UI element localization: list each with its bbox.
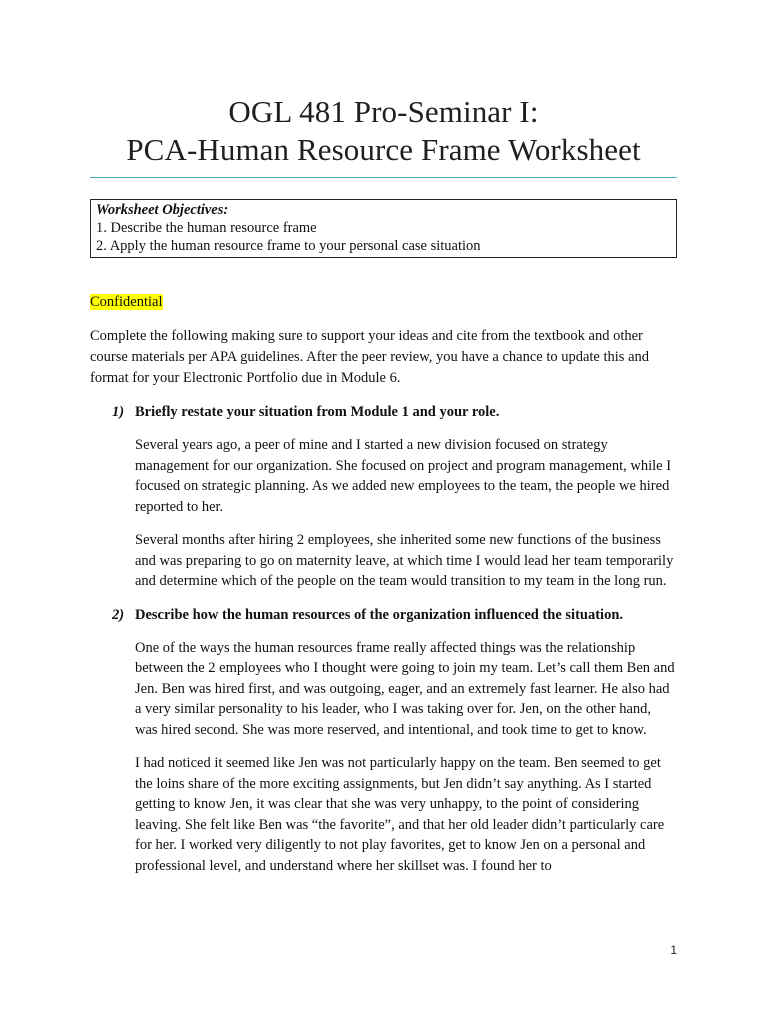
question-item (90, 605, 677, 877)
question-number: 2) (112, 606, 125, 623)
question-prompt: Describe how the human resources of the organization influenced the situation. (135, 606, 624, 623)
title-block (90, 0, 677, 178)
page-number: 1 (670, 943, 677, 957)
objective-item: 1. Describe the human resource frame (96, 220, 317, 236)
title-line-1: OGL 481 Pro-Seminar I: (228, 94, 539, 129)
question-prompt: Briefly restate your situation from Module 1 and your role. (135, 404, 500, 420)
question-number: 1) (112, 404, 125, 420)
instructions-paragraph: Complete the following making sure to support your ideas and cite from the textbook and other course materials per APA guidelines. After the peer review, you have a chance to update this and format for your Electronic Portfolio due in Module 6. (90, 328, 650, 386)
answer-paragraph: One of the ways the human resources frame really affected things was the relationship between the 2 employees who I thought were going to join my team. Let’s call them Ben and Jen. Ben was hired first, and was outgoing, eager, and an extremely fast learner. He also had a very similar personality to his leader, who I was taking over for. Jen, on the other hand, was hired second. She was more reserved, and intentional, and took time to get to know. (135, 639, 675, 738)
objectives-heading: Worksheet Objectives: (96, 202, 229, 218)
answer-paragraph: I had noticed it seemed like Jen was not particularly happy on the team. Ben seemed to get the loins share of the more exciting assignments, but Jen didn’t say anything. As I started getting to know Jen, it was clear that she was very unhappy, to the point of considering leaving. She felt like Ben was “the favorite”, and that her old leader didn’t particularly care for her. I worked very diligently to not play favorites, get to know Jen on a personal and professional level, and understand where her skillset was. I found her to (135, 755, 665, 874)
objectives-box (90, 199, 677, 258)
objective-item: 2. Apply the human resource frame to your personal case situation (96, 238, 481, 254)
confidential-label (90, 292, 677, 312)
title-line-2: PCA-Human Resource Frame Worksheet (126, 132, 641, 167)
confidential-highlight: Confidential (90, 294, 163, 310)
answer-paragraph: Several years ago, a peer of mine and I started a new division focused on strategy management for our organization. She focused on project and program management, while I focused on strategic planning. As we added new employees to the team, the people we hired reported to her. (135, 437, 672, 515)
title-divider (90, 177, 677, 178)
question-item (90, 402, 677, 592)
answer-paragraph: Several months after hiring 2 employees, she inherited some new functions of the business and was preparing to go on maternity leave, at which time I would lead her team temporarily and determine which of the people on the team would transition to my team in the long run. (135, 532, 674, 589)
